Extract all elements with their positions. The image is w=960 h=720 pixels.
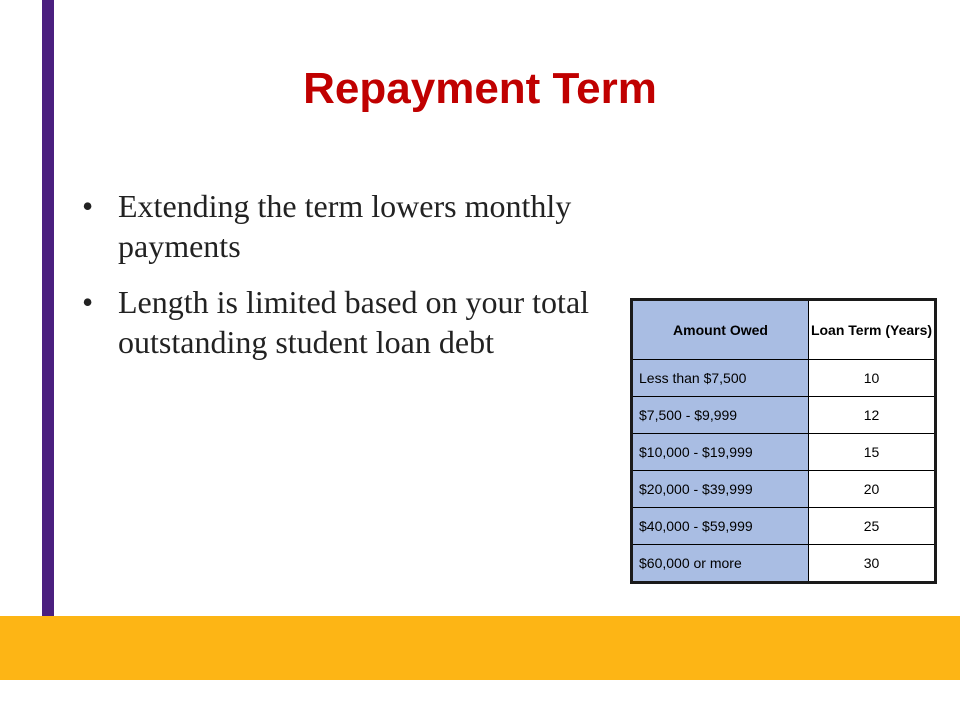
bullet-list	[82, 186, 662, 378]
bullet-marker: •	[82, 188, 94, 224]
term-cell: 12	[809, 397, 936, 434]
bullet-text: Length is limited based on your total outstanding student loan debt	[118, 284, 590, 360]
header-amount-owed: Amount Owed	[632, 300, 809, 360]
table-row	[632, 471, 936, 508]
table-header-row	[632, 300, 936, 360]
term-cell: 30	[809, 545, 936, 583]
table-row	[632, 434, 936, 471]
amount-cell: Less than $7,500	[632, 360, 809, 397]
slide-title: Repayment Term	[303, 64, 657, 113]
bullet-item	[82, 282, 662, 362]
amount-cell: $20,000 - $39,999	[632, 471, 809, 508]
term-cell: 20	[809, 471, 936, 508]
bullet-marker: •	[82, 284, 94, 320]
table-row	[632, 360, 936, 397]
bullet-item	[82, 186, 662, 266]
bullet-text: Extending the term lowers monthly payments	[118, 188, 572, 264]
amount-cell: $10,000 - $19,999	[632, 434, 809, 471]
amount-cell: $40,000 - $59,999	[632, 508, 809, 545]
term-cell: 10	[809, 360, 936, 397]
header-loan-term: Loan Term (Years)	[809, 300, 936, 360]
term-cell: 25	[809, 508, 936, 545]
table-row	[632, 508, 936, 545]
amount-cell: $60,000 or more	[632, 545, 809, 583]
table-row	[632, 545, 936, 583]
table-row	[632, 397, 936, 434]
loan-term-table	[630, 298, 937, 584]
amount-cell: $7,500 - $9,999	[632, 397, 809, 434]
footer-band	[0, 616, 960, 680]
left-accent-bar	[42, 0, 54, 616]
term-cell: 15	[809, 434, 936, 471]
